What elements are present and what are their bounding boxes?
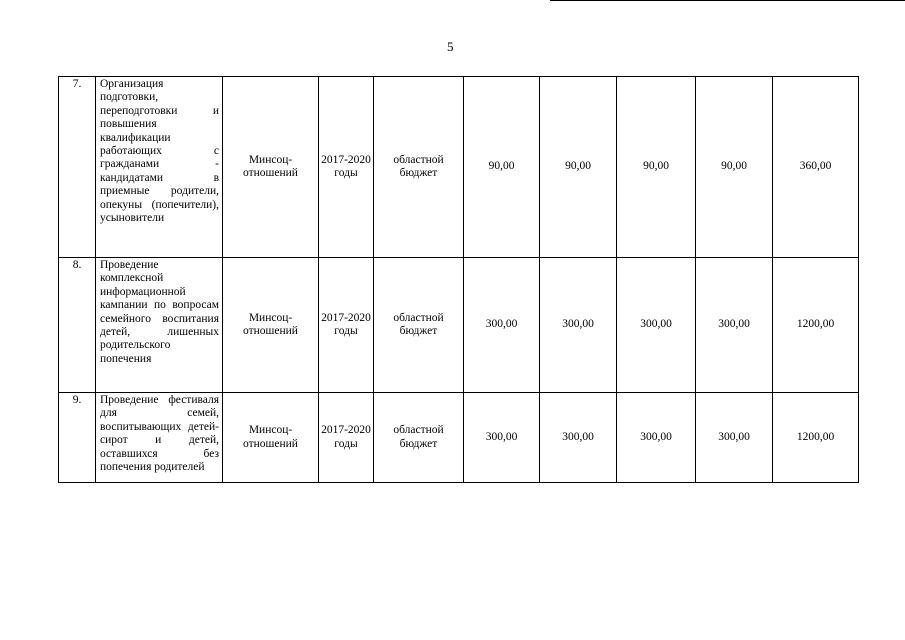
funding-source-cell: областной бюджет — [374, 393, 464, 483]
row-number: 9. — [59, 393, 96, 483]
amount-cell: 300,00 — [540, 393, 617, 483]
table-row — [59, 77, 859, 258]
amount-cell: 300,00 — [696, 393, 773, 483]
period-cell: 2017-2020 годы — [319, 393, 374, 483]
row-number: 7. — [59, 77, 96, 258]
row-number: 8. — [59, 258, 96, 393]
funding-source-cell: областной бюджет — [374, 77, 464, 258]
amount-cell: 300,00 — [696, 258, 773, 393]
amount-cell: 300,00 — [617, 258, 696, 393]
table-row — [59, 258, 859, 393]
amount-cell: 90,00 — [617, 77, 696, 258]
total-cell: 1200,00 — [773, 258, 859, 393]
header-rule — [550, 0, 905, 1]
total-cell: 360,00 — [773, 77, 859, 258]
table-row — [59, 393, 859, 483]
period-cell: 2017-2020 годы — [319, 77, 374, 258]
executor-cell: Минсоц-отношений — [223, 77, 319, 258]
period-cell: 2017-2020 годы — [319, 258, 374, 393]
amount-cell: 90,00 — [696, 77, 773, 258]
activity-name: Проведение фестиваля для семей, воспитывающих детей-сирот и детей, оставшихся без попечения родителей — [96, 393, 223, 483]
amount-cell: 300,00 — [617, 393, 696, 483]
activity-name: Организация подготовки, переподготовки и повышения квалификации работающих с гражданами - кандидатами в приемные родители, опекуны (попечители), усыновители — [96, 77, 223, 258]
amount-cell: 90,00 — [464, 77, 540, 258]
total-cell: 1200,00 — [773, 393, 859, 483]
executor-cell: Минсоц-отношений — [223, 393, 319, 483]
amount-cell: 90,00 — [540, 77, 617, 258]
program-table — [58, 76, 859, 483]
activity-name: Проведение комплексной информационной кампании по вопросам семейного воспитания детей, лишенных родительского попечения — [96, 258, 223, 393]
page-number: 5 — [447, 39, 454, 54]
amount-cell: 300,00 — [464, 258, 540, 393]
funding-source-cell: областной бюджет — [374, 258, 464, 393]
amount-cell: 300,00 — [540, 258, 617, 393]
amount-cell: 300,00 — [464, 393, 540, 483]
executor-cell: Минсоц-отношений — [223, 258, 319, 393]
